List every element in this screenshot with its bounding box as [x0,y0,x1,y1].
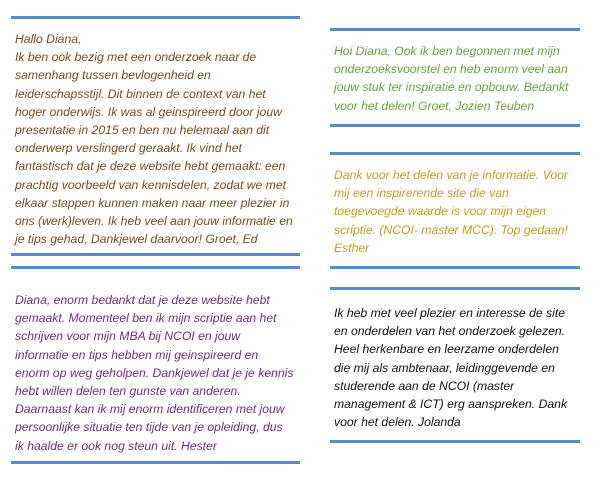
divider-right-2 [330,124,580,127]
testimonial-jolanda: Ik heb met veel plezier en interesse de site en onderdelen van het onderzoek gelezen. Heel herkenbare en leerzame onderdelen die mij als ambtenaar, leidinggevende en studerende aan de NCOI (master management & ICT) erg aanspreken. Dank voor het delen. Jolanda [334,306,568,430]
testimonial-hester: Diana, enorm bedankt dat je deze website hebt gemaakt. Momenteel ben ik mijn scriptie aan het schrijven voor mijn MBA bij NCOI en jouw informatie en tips hebben mij geinspireerd en enorm op weg geholpen. Dankjewel dat je je kennis hebt willen delen ten gunste van anderen. Daarnaast kan ik mij enorm identificeren met jouw persoonlijke situatie ten tijde van je opleiding, dus ik haalde er ook nog steun uit. Hester [15,293,294,453]
divider-top-right [330,28,580,31]
divider-bottom-left [11,461,300,464]
testimonial-esther: Dank voor het delen van je informatie. Voor mij een inspirerende site die van toegevoegde waarde is voor mijn eigen scriptie. (NCOI- master MCC). Top gedaan! Esther [334,168,568,255]
divider-right-4 [330,266,580,269]
divider-upper-left-2 [11,266,300,269]
divider-mid-left [11,253,300,256]
divider-right-3 [330,152,580,155]
testimonial-jozien: Hoi Diana, Ook ik ben begonnen met mijn onderzoeksvoorstel en heb enorm veel aan jouw stuk ter inspiratie en opbouw. Bedankt voor het delen! Groet, Jozien Teuben [334,44,569,113]
testimonial-ed: Hallo Diana, Ik ben ook bezig met een onderzoek naar de samenhang tussen bevlogenheid en leiderschapsstijl. Dit binnen de context van het hoger onderwijs. Ik was al geinspireerd door jouw presentatie in 2015 en ben nu helemaal aan dit onderwerp verslingerd geraakt. Ik vind het fantastisch dat je deze website hebt gemaakt: een prachtig voorbeeld van kennisdelen, zodat we met elkaar stappen kunnen maken naar meer plezier in ons (werk)leven. Ik heb veel aan jouw informatie en je tips gehad, Dankjewel daarvoor! Groet, Ed [15,32,293,247]
divider-top-left [11,16,300,19]
divider-right-5 [330,287,580,290]
divider-bottom-right [330,440,580,443]
